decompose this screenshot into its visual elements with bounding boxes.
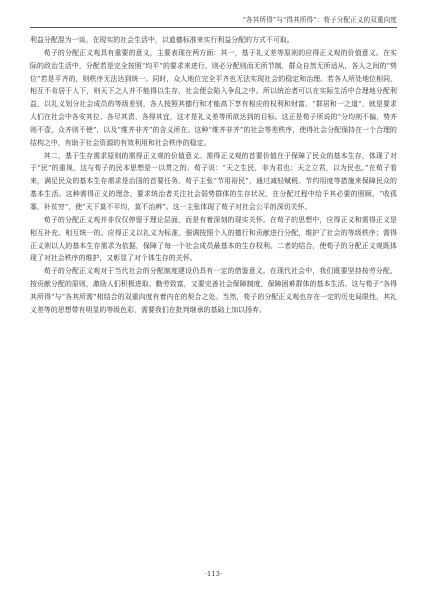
page-number: ·113· bbox=[204, 570, 223, 578]
paragraph-5: 荀子的分配正义观对于当代社会的分配制度建设仍具有一定的借鉴意义。在现代社会中，我们既要坚持按劳分配、按贡献分配的原则，激励人们积极进取、勤劳致富，又要完善社会保障制度，保障困难群体的基本生活。这与荀子“各得其所得”与“各其所需”相结合的双重向度有着内在的契合之处。当然，荀子的分配正义观也存在一定的历史局限性，其礼义差等的思想带有明显的等级色彩，需要我们在批判继承的基础上加以扬弃。 bbox=[30, 267, 397, 314]
paragraph-3: 其二，基于生存需求原则的需得正义观的价值意义。需得正义观的首要价值在于保障了民众的基本生存，体现了对于“民”的重视，这与荀子的民本思想是一以贯之的。荀子说：“天之生民，非为君也；天之立君，以为民也。”在荀子看来，满足民众的基本生存需求是治国的首要任务。荀子主张“节用裕民”，通过减轻赋税、节约用度等措施来保障民众的基本生活。这种需得正义的理念，要求统治者关注社会弱势群体的生存状况，在分配过程中给予其必要的照顾，“收孤寡，补贫穷”，使“天下莫不平均，莫不治辨”。这一主张体现了荀子对社会公平的深切关怀。 bbox=[30, 151, 397, 211]
paragraph-2: 荀子的分配正义观具有重要的意义，主要表现在两方面：其一，基于礼义差等原则的应得正义观的价值意义。在实际的政治生活中，分配若是完全按照“均平”的要求来进行，则必分配则而无所节制，群众自然无所适从，各人之间的“势位”若是平齐的，则秩序无法达到统一。同时，众人地位完全平齐也无法实现社会的稳定和治理。若各人所处地位相同，相互不肯居于人下，则天下之人并不能得以生存，社会便会陷入争乱之中。所以统治者可以在实际生活中合理地分配利益，以礼义划分社会成员的等级差别，各人按照其德行和才能高下享有相应的权利和财富。“群居和一之道”，就是要求人们在社会中各安其位、各尽其责、各得其宜，这才是礼义差等所欲达到的目标。这正是荀子所说的“分均则不偏，势齐则不壹，众齐则不使”，以及“维齐非齐”的含义所在。这种“维齐非齐”的社会等差秩序，使得社会分配保持在一个合理的结构之中，有助于社会资源的有效利用和社会秩序的稳定。 bbox=[30, 48, 397, 147]
paragraph-1: 利益分配混为一谈。在现实的社会生活中，以道德标准来实行利益分配的方式不可取。 bbox=[30, 36, 294, 44]
running-header: “各其所得”与“得其所得”：荀子分配正义的双重向度 bbox=[242, 16, 397, 24]
paragraph-4: 荀子的分配正义观并非仅仅停留于理论层面，而是有着深刻的现实关怀。在荀子的思想中，应得正义和需得正义是相互补充、相互统一的。应得正义以礼义为标准，强调按照个人的德行和贡献进行分配，维护了社会的等级秩序；需得正义则以人的基本生存需求为依据，保障了每一个社会成员最基本的生存权利。二者的结合，使荀子的分配正义观既体现了对社会秩序的维护，又彰显了对个体生存的关怀。 bbox=[30, 215, 397, 263]
article-body bbox=[30, 34, 397, 317]
header-rule bbox=[30, 27, 397, 28]
